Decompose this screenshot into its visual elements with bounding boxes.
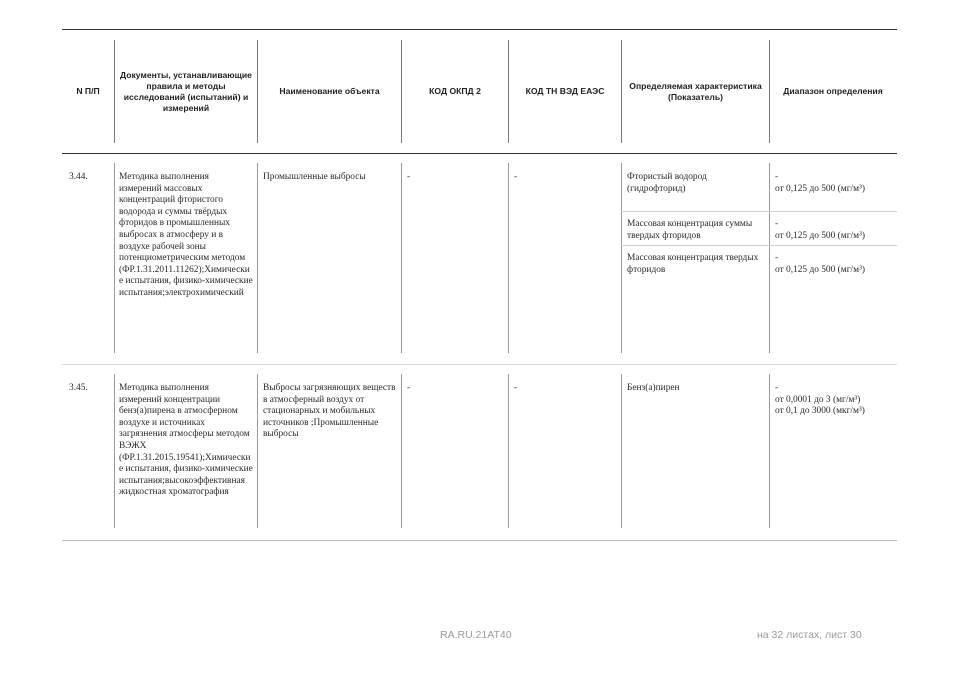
sub-row-separator xyxy=(621,245,897,246)
row-range-value: от 0,125 до 500 (мг/м³) xyxy=(775,230,866,241)
header-divider xyxy=(621,40,622,143)
row-divider xyxy=(257,374,258,528)
row-object-name: Выбросы загрязняющих веществ в атмосферный воздух от стационарных и мобильных источников ;Промышленные выбросы xyxy=(263,383,396,440)
row-range-dash: - xyxy=(775,219,779,229)
row-divider xyxy=(401,163,402,353)
row-range-value: от 0,0001 до 3 (мг/м³) xyxy=(775,394,861,405)
row-range-dash: - xyxy=(775,253,779,263)
row-range-dash: - xyxy=(775,383,779,393)
header-divider xyxy=(769,40,770,143)
row-divider xyxy=(114,163,115,353)
row-separator xyxy=(62,364,897,365)
row-range-value: от 0,125 до 500 (мг/м³) xyxy=(775,183,866,194)
page-counter: на 32 листах, лист 30 xyxy=(757,629,862,641)
header-number: N П/П xyxy=(76,86,100,96)
row-tnved-code: - xyxy=(514,172,518,182)
row-divider xyxy=(257,163,258,353)
row-range-value: от 0,125 до 500 (мг/м³) xyxy=(775,264,866,275)
row-range-value: от 0,1 до 3000 (мкг/м³) xyxy=(775,406,865,417)
header-okpd-code: КОД ОКПД 2 xyxy=(429,86,481,96)
row-characteristic: Фтористый водород (гидрофторид) xyxy=(627,172,707,194)
table-top-rule xyxy=(62,29,897,30)
row-divider xyxy=(621,374,622,528)
row-characteristic: Бенз(а)пирен xyxy=(627,383,680,393)
header-characteristic: Определяемая характеристика (Показатель) xyxy=(629,80,762,102)
header-tnved-code: КОД ТН ВЭД ЕАЭС xyxy=(525,86,605,96)
row-divider xyxy=(114,374,115,528)
row-characteristic: Массовая концентрация твердых фторидов xyxy=(627,253,759,275)
row-number: 3.45. xyxy=(69,383,88,393)
header-bottom-rule xyxy=(62,153,897,154)
row-divider xyxy=(401,374,402,528)
header-range: Диапазон определения xyxy=(783,86,883,96)
row-divider xyxy=(508,374,509,528)
row-object-name: Промышленные выбросы xyxy=(263,172,366,182)
row-documents: Методика выполнения измерений концентрации бенз(а)пирена в атмосферном воздухе и источниках загрязнения атмосферы методом ВЭЖХ (ФР.1.31.2015.19541);Химические испытания, физико-химические испытания;высокоэффективная жидкостная хроматография xyxy=(119,383,253,498)
row-okpd-code: - xyxy=(407,383,411,393)
header-divider xyxy=(508,40,509,143)
row-range-dash: - xyxy=(775,172,779,182)
row-okpd-code: - xyxy=(407,172,411,182)
document-id: RA.RU.21АТ40 xyxy=(440,629,512,641)
header-documents: Документы, устанавливающие правила и методы исследований (испытаний) и измерений xyxy=(120,69,252,113)
row-characteristic: Массовая концентрация суммы твердых фторидов xyxy=(627,219,753,241)
row-documents: Методика выполнения измерений массовых концентраций фтористого водорода и суммы твёрдых фторидов в промышленных выбросах в атмосферу и в воздухе рабочей зоны потенциометрическим методом (ФР.1.31.2011.11262);Химические испытания, физико-химические испытания;электрохимический xyxy=(119,172,253,298)
row-number: 3.44. xyxy=(69,172,88,182)
row-divider xyxy=(508,163,509,353)
row-tnved-code: - xyxy=(514,383,518,393)
header-object-name: Наименование объекта xyxy=(279,86,380,96)
header-divider xyxy=(257,40,258,143)
row-divider xyxy=(769,374,770,528)
row-divider xyxy=(769,163,770,353)
row-divider xyxy=(621,163,622,353)
table-bottom-rule xyxy=(62,540,897,541)
header-divider xyxy=(114,40,115,143)
header-divider xyxy=(401,40,402,143)
sub-row-separator xyxy=(621,211,897,212)
